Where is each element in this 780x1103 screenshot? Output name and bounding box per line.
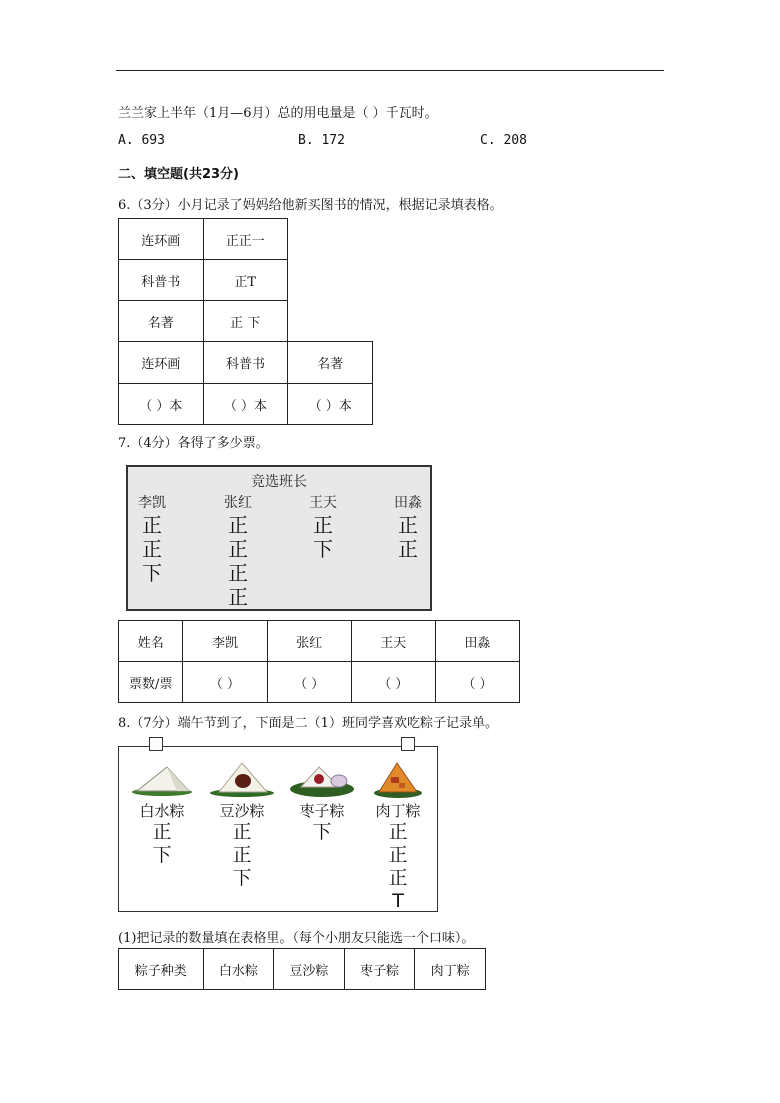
q5-option-b: B. 172	[298, 133, 345, 148]
candidate-column	[293, 493, 353, 561]
tally-mark: 正	[142, 513, 162, 537]
answer-blank[interactable]: （ ）	[183, 662, 267, 703]
table-header-cell: 田淼	[435, 621, 519, 662]
q8-answer-table	[118, 948, 486, 990]
pin-square-icon	[149, 737, 163, 751]
answer-blank[interactable]: （ ）本	[288, 384, 373, 425]
zongzi-column	[127, 759, 197, 867]
tally-mark: 正	[388, 844, 408, 866]
tally-mark: 正	[388, 867, 408, 889]
table-header-cell: 肉丁粽	[415, 949, 486, 990]
table-header-cell: 姓名	[119, 621, 183, 662]
table-header-cell: 王天	[351, 621, 435, 662]
tally-mark: 正	[152, 821, 172, 843]
tally-mark: 正	[232, 821, 252, 843]
tally-mark: 下	[312, 821, 332, 843]
tally-mark: T	[392, 890, 404, 912]
red-bean-zongzi-icon	[207, 759, 277, 799]
jujube-zongzi-icon	[287, 759, 357, 799]
zongzi-name: 枣子粽	[299, 802, 345, 820]
table-header-cell: 白水粽	[203, 949, 274, 990]
q5-option-a: A. 693	[118, 133, 165, 148]
row-label: 票数/票	[119, 662, 183, 703]
q8-prompt: 8.（7分）端午节到了，下面是二（1）班同学喜欢吃粽子记录单。	[118, 716, 498, 731]
answer-blank[interactable]: （ ）	[267, 662, 351, 703]
white-zongzi-icon	[127, 759, 197, 799]
zongzi-name: 白水粽	[139, 802, 185, 820]
record-tally: 正 下	[203, 301, 288, 342]
tally-mark: 正	[232, 844, 252, 866]
table-header-cell: 连环画	[119, 342, 204, 384]
section-title: 二、填空题(共23分)	[118, 167, 239, 182]
zongzi-column	[287, 759, 357, 844]
tally-mark: 正	[388, 821, 408, 843]
q6-prompt: 6.（3分）小月记录了妈妈给他新买图书的情况，根据记录填表格。	[118, 198, 503, 213]
tally-mark: 下	[142, 561, 162, 585]
candidate-column	[378, 493, 438, 561]
vote-record-box	[126, 465, 432, 611]
zongzi-name: 肉丁粽	[375, 802, 421, 820]
record-label: 名著	[119, 301, 204, 342]
vote-box-title: 竞选班长	[251, 474, 307, 490]
q6-record-table	[118, 218, 288, 342]
tally-mark: 下	[232, 867, 252, 889]
header-rule	[116, 70, 664, 71]
table-header-cell: 枣子粽	[344, 949, 415, 990]
table-header-cell: 张红	[267, 621, 351, 662]
candidate-column	[122, 493, 182, 585]
candidate-name: 田淼	[394, 495, 422, 511]
tally-mark: 下	[152, 844, 172, 866]
table-header-cell: 科普书	[203, 342, 288, 384]
table-header-cell: 李凯	[183, 621, 267, 662]
tally-mark: 正	[228, 513, 248, 537]
zongzi-column	[363, 759, 433, 913]
tally-mark: 正	[142, 537, 162, 561]
record-tally: 正T	[203, 260, 288, 301]
table-header-cell: 粽子种类	[119, 949, 204, 990]
tally-mark: 下	[313, 537, 333, 561]
zongzi-record-card	[118, 746, 438, 912]
candidate-column	[208, 493, 268, 609]
zongzi-column	[207, 759, 277, 890]
tally-mark: 正	[228, 585, 248, 609]
record-label: 科普书	[119, 260, 204, 301]
q6-answer-table	[118, 341, 373, 425]
answer-blank[interactable]: （ ）	[435, 662, 519, 703]
q7-prompt: 7.（4分）各得了多少票。	[118, 436, 269, 451]
table-header-cell: 名著	[288, 342, 373, 384]
record-label: 连环画	[119, 219, 204, 260]
answer-blank[interactable]: （ ）本	[119, 384, 204, 425]
pin-square-icon	[401, 737, 415, 751]
q5-question-line: 兰兰家上半年（1月—6月）总的用电量是（ ）千瓦时。	[118, 106, 438, 121]
candidate-name: 张红	[224, 495, 252, 511]
tally-mark: 正	[228, 561, 248, 585]
table-header-cell: 豆沙粽	[274, 949, 345, 990]
answer-blank[interactable]: （ ）本	[203, 384, 288, 425]
q8-subquestion-1: (1)把记录的数量填在表格里。（每个小朋友只能选一个口味）。	[118, 931, 475, 946]
tally-mark: 正	[313, 513, 333, 537]
tally-mark: 正	[398, 537, 418, 561]
meat-zongzi-icon	[363, 759, 433, 799]
tally-mark: 正	[398, 513, 418, 537]
q7-answer-table	[118, 620, 520, 703]
zongzi-name: 豆沙粽	[219, 802, 265, 820]
q5-option-c: C. 208	[480, 133, 527, 148]
answer-blank[interactable]: （ ）	[351, 662, 435, 703]
tally-mark: 正	[228, 537, 248, 561]
candidate-name: 王天	[309, 495, 337, 511]
candidate-name: 李凯	[138, 495, 166, 511]
record-tally: 正正一	[203, 219, 288, 260]
